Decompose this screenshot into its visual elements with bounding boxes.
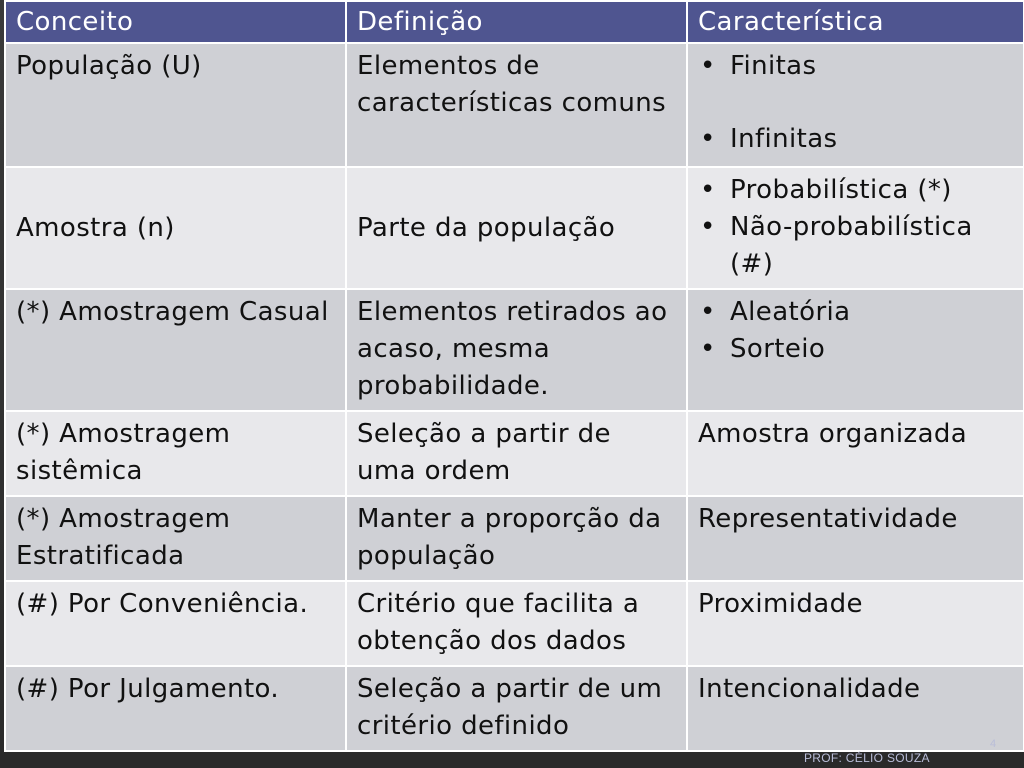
characteristic-list <box>698 294 1015 368</box>
characteristic-cell: Amostra organizada <box>687 411 1024 496</box>
list-item: • Infinitas <box>698 121 1015 158</box>
concept-table <box>4 0 1024 752</box>
characteristic-cell: Proximidade <box>687 581 1024 666</box>
table-row <box>5 167 1024 289</box>
concept-text: Amostra (n) <box>16 212 175 243</box>
table-row <box>5 43 1024 167</box>
definition-cell: Seleção a partir de uma ordem <box>346 411 687 496</box>
footer-author: PROF: CÉLIO SOUZA <box>804 751 930 765</box>
table-row <box>5 666 1024 751</box>
characteristic-cell <box>687 43 1024 167</box>
table-row <box>5 411 1024 496</box>
characteristic-cell <box>687 167 1024 289</box>
header-row <box>5 1 1024 43</box>
list-item: • Finitas <box>698 48 1015 85</box>
definition-cell: Elementos de características comuns <box>346 43 687 167</box>
concept-cell: (*) Amostragem Casual <box>5 289 346 411</box>
table-row <box>5 289 1024 411</box>
definition-cell <box>346 167 687 289</box>
header-characteristic: Característica <box>687 1 1024 43</box>
concept-cell: População (U) <box>5 43 346 167</box>
header-concept: Conceito <box>5 1 346 43</box>
table-row <box>5 496 1024 581</box>
definition-cell: Manter a proporção da população <box>346 496 687 581</box>
list-item: • Não-probabilística (#) <box>698 209 1015 283</box>
characteristic-list <box>698 48 1015 158</box>
concept-cell: (*) Amostragem Estratificada <box>5 496 346 581</box>
concept-cell <box>5 167 346 289</box>
list-item: • Sorteio <box>698 331 1015 368</box>
concept-cell: (#) Por Conveniência. <box>5 581 346 666</box>
definition-cell: Seleção a partir de um critério definido <box>346 666 687 751</box>
definition-cell: Elementos retirados ao acaso, mesma probabilidade. <box>346 289 687 411</box>
characteristic-cell: Representatividade <box>687 496 1024 581</box>
table-row <box>5 581 1024 666</box>
header-definition: Definição <box>346 1 687 43</box>
page-number: 4 <box>990 738 997 750</box>
concept-cell: (#) Por Julgamento. <box>5 666 346 751</box>
concept-cell: (*) Amostragem sistêmica <box>5 411 346 496</box>
characteristic-list <box>698 172 1015 283</box>
list-item: • Probabilística (*) <box>698 172 1015 209</box>
definition-cell: Critério que facilita a obtenção dos dados <box>346 581 687 666</box>
characteristic-cell <box>687 289 1024 411</box>
characteristic-cell: Intencionalidade <box>687 666 1024 751</box>
definition-text: Parte da população <box>357 212 616 243</box>
list-item: • Aleatória <box>698 294 1015 331</box>
